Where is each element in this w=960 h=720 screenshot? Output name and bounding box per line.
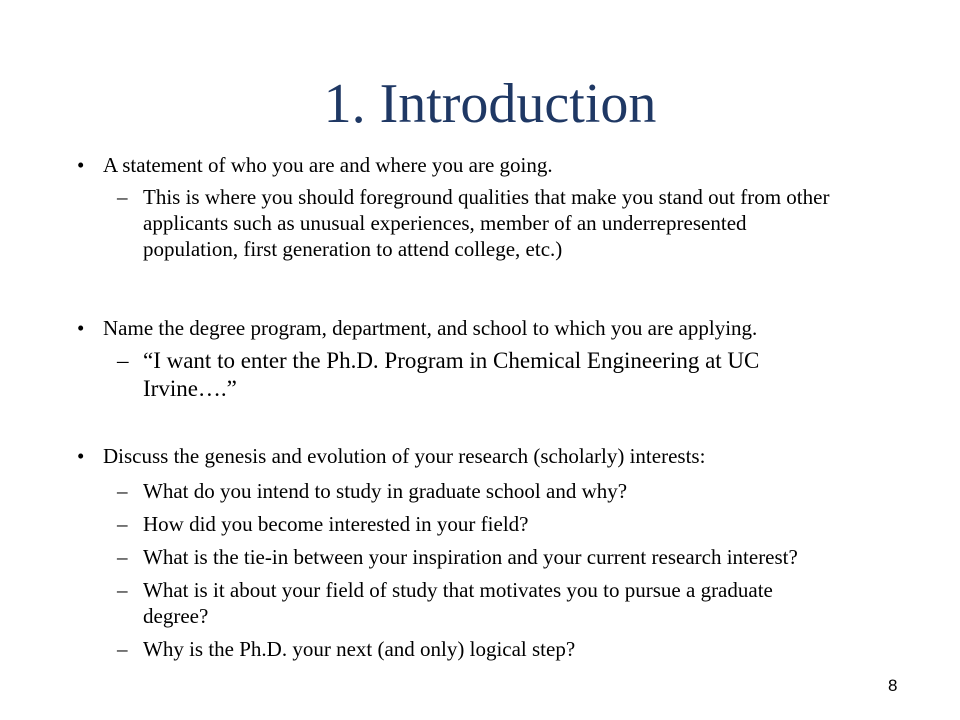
sub-bullet-text: How did you become interested in your field? xyxy=(143,512,529,536)
sub-bullet-item xyxy=(0,544,843,570)
bullet-text: Name the degree program, department, and school to which you are applying. xyxy=(103,316,758,340)
sub-bullet-item xyxy=(0,184,843,262)
bullet-item xyxy=(0,443,863,469)
bullet-marker: • xyxy=(77,153,85,177)
dash-marker: – xyxy=(117,637,128,661)
sub-bullet-text: This is where you should foreground qualities that make you stand out from other applicants such as unusual experiences, member of an underrepresented population, first generation to attend college, etc.) xyxy=(143,185,830,261)
sub-bullet-text: Why is the Ph.D. your next (and only) logical step? xyxy=(143,637,576,661)
dash-marker: – xyxy=(117,185,128,209)
bullet-item xyxy=(0,152,803,178)
section-2 xyxy=(0,315,960,403)
dash-marker: – xyxy=(117,348,129,373)
sub-bullet-text: What is it about your field of study that motivates you to pursue a graduate degree? xyxy=(143,578,773,628)
bullet-item xyxy=(0,315,863,341)
dash-marker: – xyxy=(117,578,128,602)
dash-marker: – xyxy=(117,512,128,536)
sub-bullet-item xyxy=(0,636,843,662)
bullet-marker: • xyxy=(77,316,85,340)
section-3 xyxy=(0,443,960,662)
dash-marker: – xyxy=(117,479,128,503)
sub-bullet-text: What is the tie-in between your inspiration and your current research interest? xyxy=(143,545,798,569)
bullet-text: Discuss the genesis and evolution of your research (scholarly) interests: xyxy=(103,444,706,468)
dash-marker: – xyxy=(117,545,128,569)
sub-bullet-item xyxy=(0,511,843,537)
sub-bullet-text: “I want to enter the Ph.D. Program in Chemical Engineering at UC Irvine….” xyxy=(143,348,760,401)
bullet-text: A statement of who you are and where you are going. xyxy=(103,153,553,177)
page-number: 8 xyxy=(888,676,898,695)
section-1 xyxy=(0,152,960,262)
sub-bullet-text: What do you intend to study in graduate school and why? xyxy=(143,479,628,503)
sub-bullet-item xyxy=(0,577,843,629)
bullet-marker: • xyxy=(77,444,85,468)
slide-title: 1. Introduction xyxy=(323,73,657,135)
sub-bullet-item xyxy=(0,347,803,403)
sub-bullet-item xyxy=(0,478,843,504)
